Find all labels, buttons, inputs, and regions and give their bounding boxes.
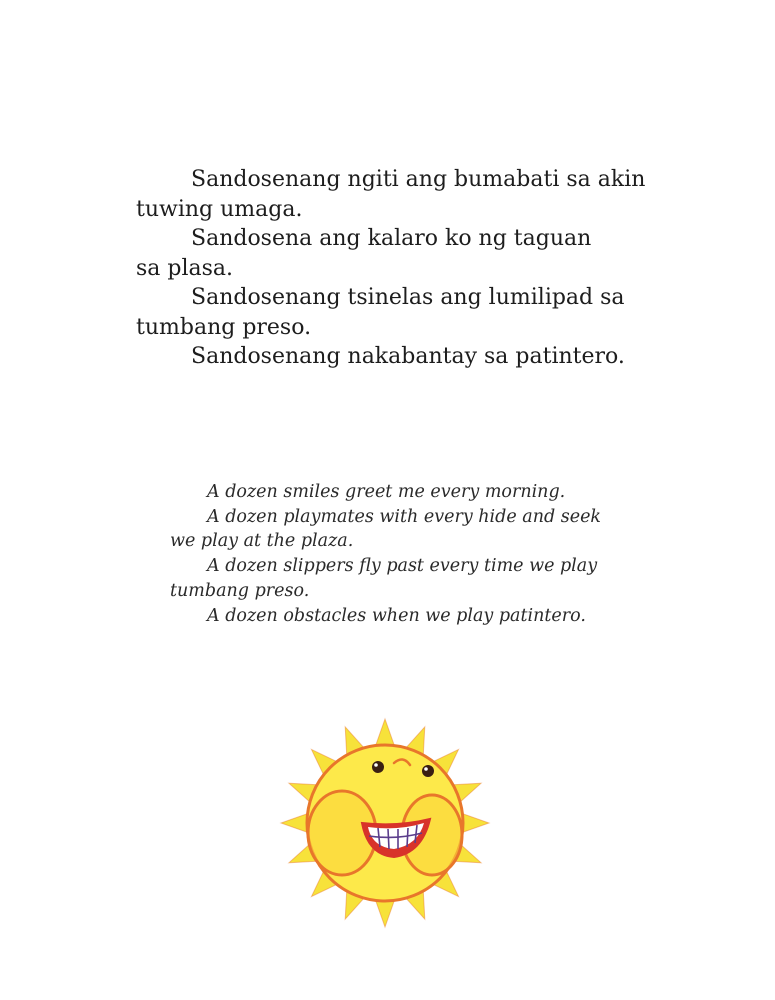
tagalog-line: sa plasa. bbox=[136, 255, 234, 281]
english-line: A dozen playmates with every hide and seek bbox=[207, 506, 602, 527]
english-line: A dozen obstacles when we play patintero. bbox=[207, 605, 586, 626]
tagalog-line: Sandosenang ngiti ang bumabati sa akin bbox=[191, 167, 646, 192]
english-line: A dozen smiles greet me every morning. bbox=[207, 482, 566, 502]
english-line: A dozen slippers fly past every time we play bbox=[207, 556, 598, 577]
tagalog-line: tumbang preso. bbox=[136, 314, 312, 340]
english-stanza bbox=[170, 480, 690, 628]
left-eye bbox=[372, 761, 384, 773]
sun-illustration bbox=[270, 715, 500, 930]
right-eye-glint bbox=[424, 767, 428, 771]
tagalog-line: Sandosena ang kalaro ko ng taguan bbox=[191, 226, 592, 251]
english-line: tumbang preso. bbox=[170, 580, 310, 601]
left-eye-glint bbox=[374, 763, 378, 767]
english-line: we play at the plaza. bbox=[170, 531, 354, 552]
sun-icon bbox=[270, 715, 500, 930]
tagalog-line: Sandosenang tsinelas ang lumilipad sa bbox=[191, 285, 625, 310]
tagalog-line: Sandosenang nakabantay sa patintero. bbox=[191, 344, 625, 369]
tagalog-line: tuwing umaga. bbox=[136, 196, 303, 222]
right-eye bbox=[422, 765, 434, 777]
tagalog-stanza bbox=[136, 165, 696, 372]
